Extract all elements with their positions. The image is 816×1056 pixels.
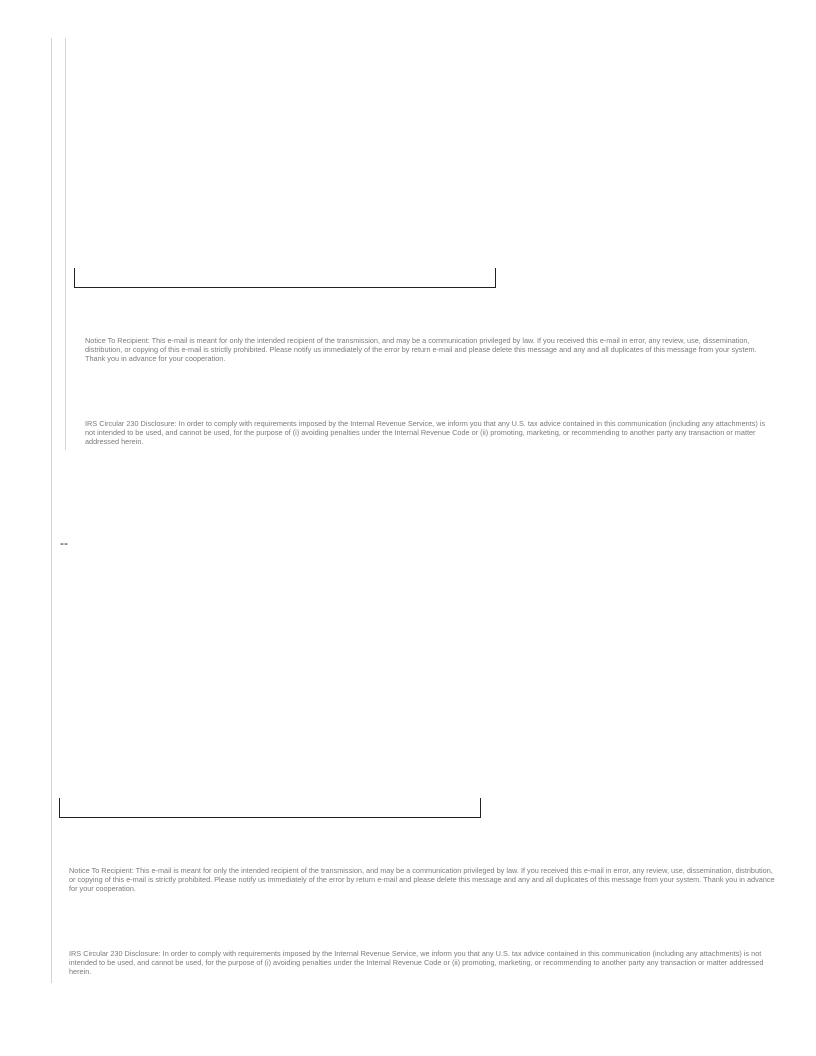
irs-disclosure: IRS Circular 230 Disclosure: In order to comply with requirements imposed by the Internal Revenue Service, we inform you that any U.S. tax advice contained in this communication (including any attachments) is not intended to be used, and cannot be used, for the purpose of (i) avoiding penalties under the Internal Revenue Code or (ii) promoting, marketing, or recommending to another party any transaction or matter addressed herein. <box>69 949 764 976</box>
inner-quote-bar <box>65 38 66 450</box>
signature-separator: -- <box>60 536 68 550</box>
outer-quote-bar <box>51 38 52 983</box>
quoted-signature-box <box>74 268 496 288</box>
signature-box <box>59 798 481 818</box>
quoted-recipient-notice: Notice To Recipient: This e-mail is meant for only the intended recipient of the transmission, and may be a communication privileged by law. If you received this e-mail in error, any review, use, dissemination, distribution, or copying of this e-mail is strictly prohibited. Please notify us immediately of the error by return e-mail and please delete this message and any and all duplicates of this message from your system. Thank you in advance for your cooperation. <box>85 336 757 363</box>
quoted-irs-disclosure: IRS Circular 230 Disclosure: In order to comply with requirements imposed by the Internal Revenue Service, we inform you that any U.S. tax advice contained in this communication (including any attachments) is not intended to be used, and cannot be used, for the purpose of (i) avoiding penalties under the Internal Revenue Code or (ii) promoting, marketing, or recommending to another party any transaction or matter addressed herein. <box>85 419 766 446</box>
recipient-notice: Notice To Recipient: This e-mail is meant for only the intended recipient of the transmission, and may be a communication privileged by law. If you received this e-mail in error, any review, use, dissemination, distribution, or copying of this e-mail is strictly prohibited. Please notify us immediately of the error by return e-mail and please delete this message and any and all duplicates of this message from your system. Thank you in advance for your cooperation. <box>69 866 775 893</box>
